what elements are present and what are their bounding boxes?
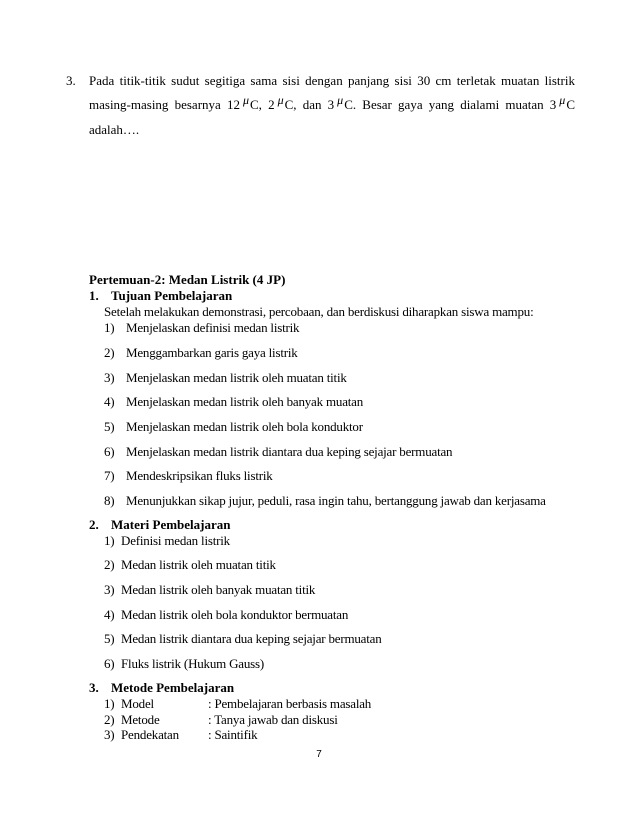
- section-heading: [89, 288, 232, 304]
- list-item: [104, 656, 264, 672]
- list-item: [104, 345, 298, 361]
- list-item-number: 4): [104, 394, 115, 409]
- method-key: Metode: [121, 712, 160, 727]
- method-value: : Saintifik: [208, 727, 258, 742]
- list-item-text: Menjelaskan definisi medan listrik: [126, 320, 300, 335]
- list-item: [104, 320, 299, 336]
- question-text-c: C, dan 3: [284, 97, 335, 112]
- section-title: Tujuan Pembelajaran: [111, 288, 233, 303]
- section-number: 2.: [89, 517, 99, 532]
- question-text-a: masing-masing besarnya 12: [89, 97, 240, 112]
- list-item-number: 3): [104, 370, 115, 385]
- list-item: [104, 582, 315, 598]
- list-item: [104, 444, 452, 460]
- list-item: [104, 468, 273, 484]
- method-value: : Pembelajaran berbasis masalah: [208, 696, 372, 711]
- list-item-number: 4): [104, 607, 115, 622]
- question-text-b: C, 2: [250, 97, 275, 112]
- section-number: 1.: [89, 288, 99, 303]
- list-item-text: Medan listrik diantara dua keping sejajar bermuatan: [121, 631, 382, 646]
- list-item: [104, 631, 382, 647]
- page-number: 7: [316, 749, 322, 760]
- list-item-number: 7): [104, 468, 115, 483]
- method-key: Pendekatan: [121, 727, 179, 742]
- question-text-d: C. Besar gaya yang dialami muatan 3: [344, 97, 557, 112]
- micro-symbol: μ: [242, 93, 249, 107]
- list-item-text: Mendeskripsikan fluks listrik: [126, 468, 273, 483]
- list-item-text: Medan listrik oleh banyak muatan titik: [121, 582, 316, 597]
- section-title: Metode Pembelajaran: [111, 680, 235, 695]
- list-item: [104, 493, 546, 509]
- list-item-number: 6): [104, 444, 115, 459]
- question-line-2: [89, 93, 575, 113]
- list-item-number: 2): [104, 712, 115, 727]
- list-item-text: Medan listrik oleh muatan titik: [121, 557, 276, 572]
- list-item-text: Definisi medan listrik: [121, 533, 230, 548]
- question-text-e: C: [566, 97, 575, 112]
- list-item: [104, 696, 371, 712]
- list-item: [104, 727, 257, 743]
- list-item-text: Menjelaskan medan listrik diantara dua keping sejajar bermuatan: [126, 444, 453, 459]
- list-item: [104, 607, 348, 623]
- list-item-number: 6): [104, 656, 115, 671]
- question-line-3: adalah….: [89, 122, 140, 137]
- meeting-title: Pertemuan-2: Medan Listrik (4 JP): [89, 272, 286, 287]
- method-value: : Tanya jawab dan diskusi: [208, 712, 338, 727]
- section-number: 3.: [89, 680, 99, 695]
- section-heading: [89, 517, 230, 533]
- list-item-number: 2): [104, 557, 115, 572]
- list-item-number: 8): [104, 493, 115, 508]
- list-item-number: 1): [104, 696, 115, 711]
- list-item-text: Menjelaskan medan listrik oleh banyak muatan: [126, 394, 364, 409]
- list-item-number: 5): [104, 631, 115, 646]
- list-item-number: 5): [104, 419, 115, 434]
- list-item-text: Fluks listrik (Hukum Gauss): [121, 656, 265, 671]
- list-item: [104, 557, 276, 573]
- list-item: [104, 533, 230, 549]
- list-item-number: 3): [104, 727, 115, 742]
- list-item: [104, 419, 363, 435]
- list-item-number: 3): [104, 582, 115, 597]
- list-item-number: 2): [104, 345, 115, 360]
- question-line-1: Pada titik-titik sudut segitiga sama sisi dengan panjang sisi 30 cm terletak muatan listrik: [89, 73, 575, 88]
- list-item-text: Menjelaskan medan listrik oleh bola konduktor: [126, 419, 363, 434]
- list-item-text: Menjelaskan medan listrik oleh muatan titik: [126, 370, 347, 385]
- list-item: [104, 712, 338, 728]
- method-key: Model: [121, 696, 154, 711]
- micro-symbol: μ: [277, 93, 284, 107]
- section-heading: [89, 680, 234, 696]
- list-item-number: 1): [104, 533, 115, 548]
- list-item: [104, 370, 347, 386]
- list-item: [104, 394, 363, 410]
- list-item-text: Medan listrik oleh bola konduktor bermuatan: [121, 607, 349, 622]
- micro-symbol: μ: [559, 93, 566, 107]
- micro-symbol: μ: [337, 93, 344, 107]
- list-item-text: Menggambarkan garis gaya listrik: [126, 345, 298, 360]
- section-intro: Setelah melakukan demonstrasi, percobaan, dan berdiskusi diharapkan siswa mampu:: [104, 304, 534, 319]
- question-number: 3.: [66, 73, 76, 88]
- list-item-text: Menunjukkan sikap jujur, peduli, rasa ingin tahu, bertanggung jawab dan kerjasama: [126, 493, 546, 508]
- section-title: Materi Pembelajaran: [111, 517, 231, 532]
- list-item-number: 1): [104, 320, 115, 335]
